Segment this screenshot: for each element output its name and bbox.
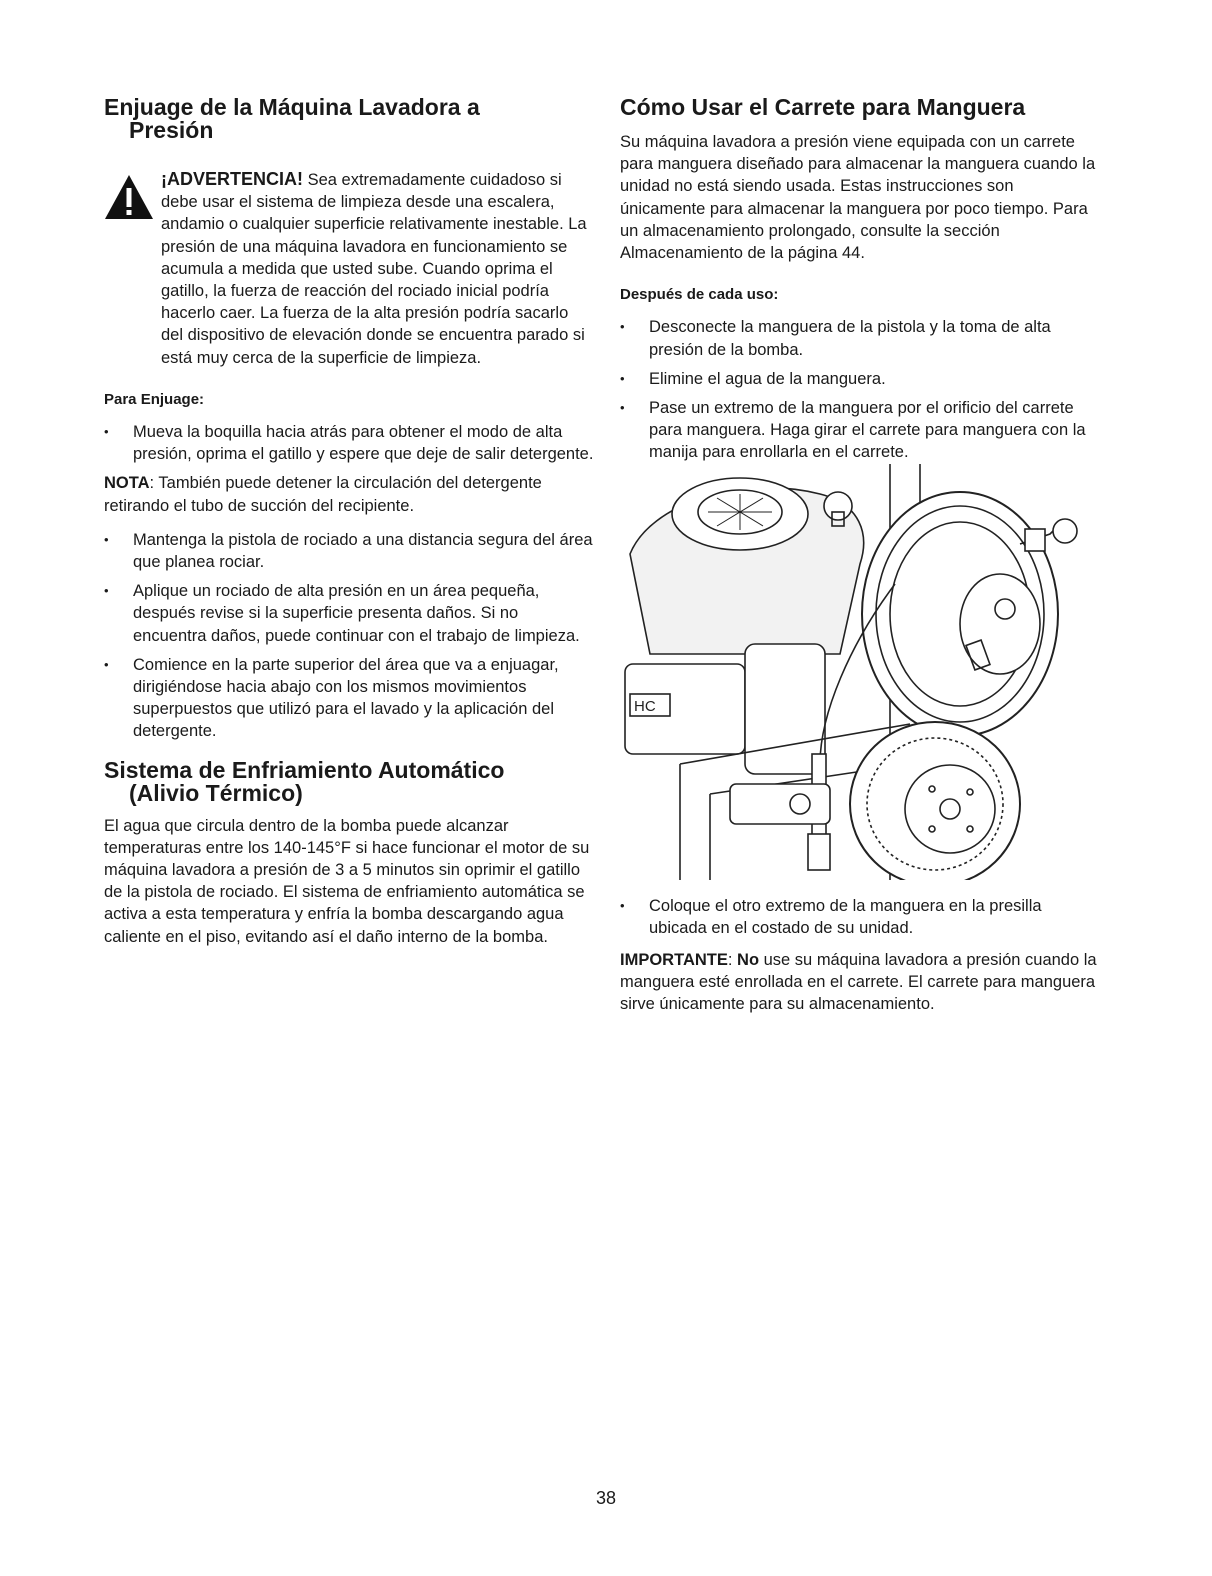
rinse-steps-list xyxy=(104,421,594,465)
list-item: • Comience en la parte superior del área que va a enjuagar, dirigiéndose hacia abajo con los mismos movimientos superpuestos que utilizó para el lavado y la aplicación del detergente. xyxy=(104,654,594,743)
rinse-steps-list-2 xyxy=(104,529,594,743)
list-item: • Mantenga la pistola de rociado a una distancia segura del área que planea rociar. xyxy=(104,529,594,573)
warning-triangle-icon xyxy=(104,174,154,220)
section-heading-cooling: Sistema de Enfriamiento Automático (Alivio Térmico) xyxy=(104,756,505,806)
pressure-washer-hose-reel-illustration xyxy=(620,464,1080,880)
cooling-paragraph: El agua que circula dentro de la bomba puede alcanzar temperaturas entre los 140-145°F si hace funcionar el motor de su máquina lavadora a presión de 3 a 5 minutos sin oprimir el gatillo de la pistola de rociado. El sistema de enfriamiento automática se activa a esta temperatura y enfría la bomba descargando agua caliente en el piso, evitando así el daño interno de la bomba. xyxy=(104,816,590,946)
illustration-label: HC xyxy=(634,697,656,715)
list-item: • Elimine el agua de la manguera. xyxy=(620,368,1100,390)
list-item: • Mueva la boquilla hacia atrás para obtener el modo de alta presión, oprima el gatillo y espere que deje de salir detergente. xyxy=(104,421,594,465)
note-paragraph: NOTA: También puede detener la circulación del detergente retirando el tubo de succión del recipiente. xyxy=(104,474,542,515)
after-use-list-2 xyxy=(620,895,1100,939)
section-heading-rinse: Enjuage de la Máquina Lavadora a Presión xyxy=(104,94,480,143)
section-heading-hose-reel: Cómo Usar el Carrete para Manguera xyxy=(620,94,1026,120)
after-use-list xyxy=(620,316,1100,463)
subheading-rinse: Para Enjuage: xyxy=(104,390,205,408)
important-paragraph: IMPORTANTE: No use su máquina lavadora a presión cuando la manguera esté enrollada en el carrete. El carrete para manguera sirve únicamente para su almacenamiento. xyxy=(620,951,1097,1014)
list-item: • Pase un extremo de la manguera por el orificio del carrete para manguera. Haga girar el carrete para manguera con la manija para enrollarla en el carrete. xyxy=(620,397,1100,464)
warning-text: ¡ADVERTENCIA! Sea extremadamente cuidadoso si debe usar el sistema de limpieza desde una escalera, andamio o cualquier superficie relativamente inestable. La presión de una máquina lavadora en funcionamiento se acumula a medida que usted sube. Cuando oprima el gatillo, la fuerza de reacción del rociado inicial podría hacerlo caer. La fuerza de la alta presión podría sacarlo del dispositivo de elevación donde se encuentra parado si está muy cerca de la superficie de limpieza. xyxy=(161,169,587,367)
left-column xyxy=(104,96,594,948)
list-item: • Aplique un rociado de alta presión en un área pequeña, después revise si la superficie presenta daños. Si no encuentra daños, puede continuar con el trabajo de limpieza. xyxy=(104,580,594,647)
subheading-after-use: Después de cada uso: xyxy=(620,286,779,304)
right-column xyxy=(620,96,1100,1016)
list-item: • Desconecte la manguera de la pistola y la toma de alta presión de la bomba. xyxy=(620,316,1100,360)
list-item: • Coloque el otro extremo de la manguera en la presilla ubicada en el costado de su unidad. xyxy=(620,895,1100,939)
page-number: 38 xyxy=(595,1488,617,1508)
hose-reel-intro: Su máquina lavadora a presión viene equipada con un carrete para manguera diseñado para almacenar la manguera cuando la unidad no está siendo usada. Estas instrucciones son únicamente para almacenar la manguera por poco tiempo. Para un almacenamiento prolongado, consulte la sección Almacenamiento de la página 44. xyxy=(620,133,1096,263)
warning-block xyxy=(104,168,594,369)
